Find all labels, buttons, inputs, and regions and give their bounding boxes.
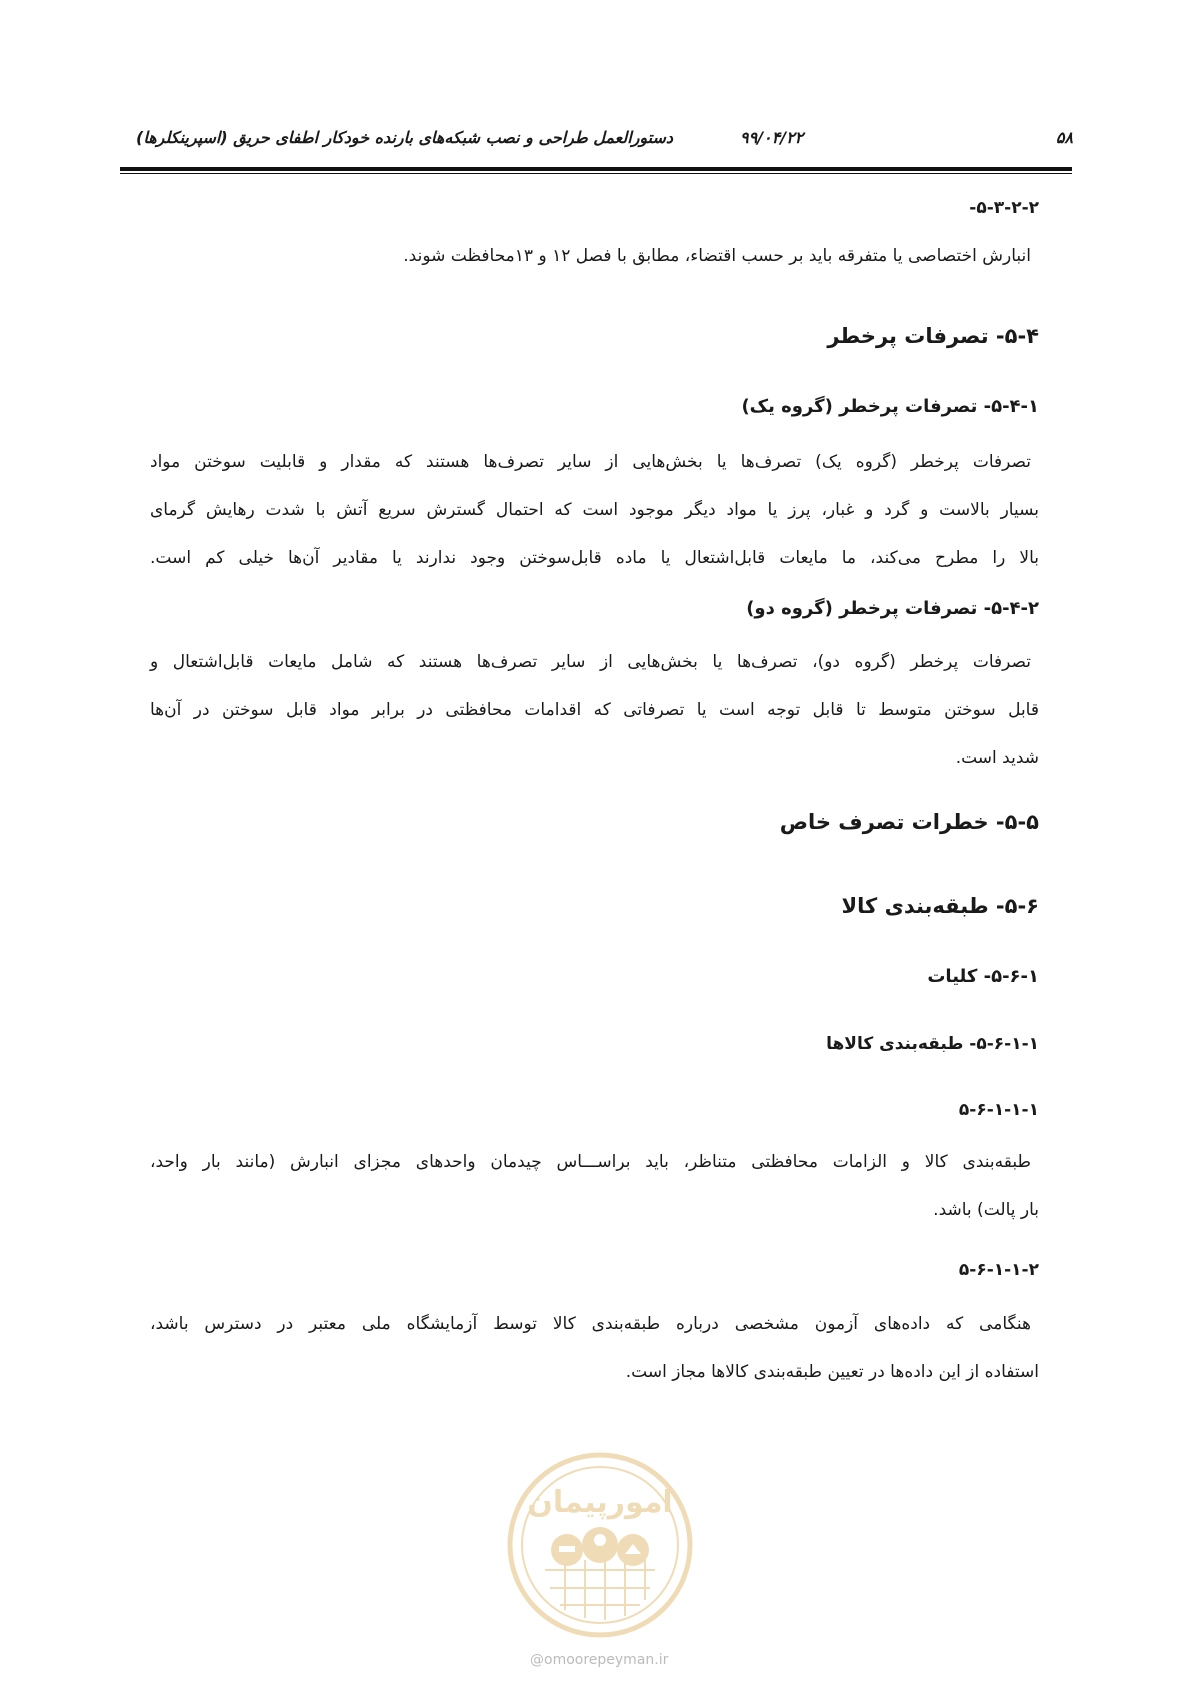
paragraph-line: تصرفات پرخطر (گروه یک) تصرف‌ها یا بخش‌هایی از سایر تصرف‌ها هستند که مقدار و قابلیت سوختن مواد [150,452,1031,472]
section-heading-5-6-1-1: ۵-۶-۱-۱- طبقه‌بندی کالاها [826,1034,1039,1054]
section-heading-5-3-2-2: ۵-۳-۲-۲- [969,198,1039,218]
paragraph-5-4-1 [150,438,1039,582]
paragraph-5-6-1-1-2 [150,1300,1039,1396]
paragraph-5-4-2 [150,638,1039,782]
section-heading-5-6-1-1-2: ۵-۶-۱-۱-۲ [958,1260,1039,1280]
paragraph-line: بالا را مطرح می‌کند، ما مایعات قابل‌اشتعال یا ماده قابل‌سوختن وجود ندارند یا مقادیر آن‌ها خیلی کم است. [150,548,1039,568]
paragraph-line: بار پالت) باشد. [933,1200,1039,1220]
page-number: ۵۸ [1055,128,1073,147]
section-heading-5-5: ۵-۵- خطرات تصرف خاص [779,810,1039,834]
section-heading-5-4: ۵-۴- تصرفات پرخطر [827,324,1039,348]
section-heading-5-4-2: ۵-۴-۲- تصرفات پرخطر (گروه دو) [746,598,1039,619]
section-heading-5-6-1-1-1: ۵-۶-۱-۱-۱ [958,1100,1039,1120]
paragraph-line: قابل سوختن متوسط تا قابل توجه است یا تصرفاتی که اقدامات محافظتی در برابر مواد قابل سوختن در آن‌ها [150,700,1039,720]
svg-text:امورپیمان: امورپیمان [527,1485,673,1520]
watermark-site: @omoorepeyman.ir [530,1652,669,1668]
paragraph-5-6-1-1-1 [150,1138,1039,1234]
header-rule-thin [120,173,1072,174]
paragraph-line: تصرفات پرخطر (گروه دو)، تصرف‌ها یا بخش‌هایی از سایر تصرف‌ها هستند که شامل مایعات قابل‌اشتعال و [150,652,1031,672]
section-heading-5-4-1: ۵-۴-۱- تصرفات پرخطر (گروه یک) [741,396,1039,417]
section-heading-5-6: ۵-۶- طبقه‌بندی کالا [841,894,1039,918]
paragraph-line: بسیار بالاست و گرد و غبار، پرز یا مواد دیگر موجود است که احتمال گسترش سریع آتش با شدت رهایش گرمای [150,500,1039,520]
header-date: ۹۹/۰۴/۲۲ [740,128,804,147]
header-rule-thick [120,167,1072,171]
paragraph-line: شدید است. [955,748,1039,768]
paragraph-line: استفاده از این داده‌ها در تعیین طبقه‌بندی کالاها مجاز است. [625,1362,1039,1382]
header-title: دستورالعمل طراحی و نصب شبکه‌های بارنده خودکار اطفای حریق (اسپرینکلرها) [136,128,674,147]
paragraph-line: طبقه‌بندی کالا و الزامات محافظتی متناظر، باید براســـاس چیدمان واحدهای مجزای انبارش (مانند بار واحد، [150,1152,1031,1172]
paragraph-5-3-2-2: انبارش اختصاصی یا متفرقه باید بر حسب اقتضاء، مطابق با فصل ۱۲ و ۱۳محافظت شوند. [403,246,1031,266]
section-heading-5-6-1: ۵-۶-۱- کلیات [927,966,1039,987]
watermark-logo [505,1450,695,1640]
paragraph-line: هنگامی که داده‌های آزمون مشخصی درباره طبقه‌بندی کالا توسط آزمایشگاه ملی معتبر در دسترس باشد، [150,1314,1031,1334]
